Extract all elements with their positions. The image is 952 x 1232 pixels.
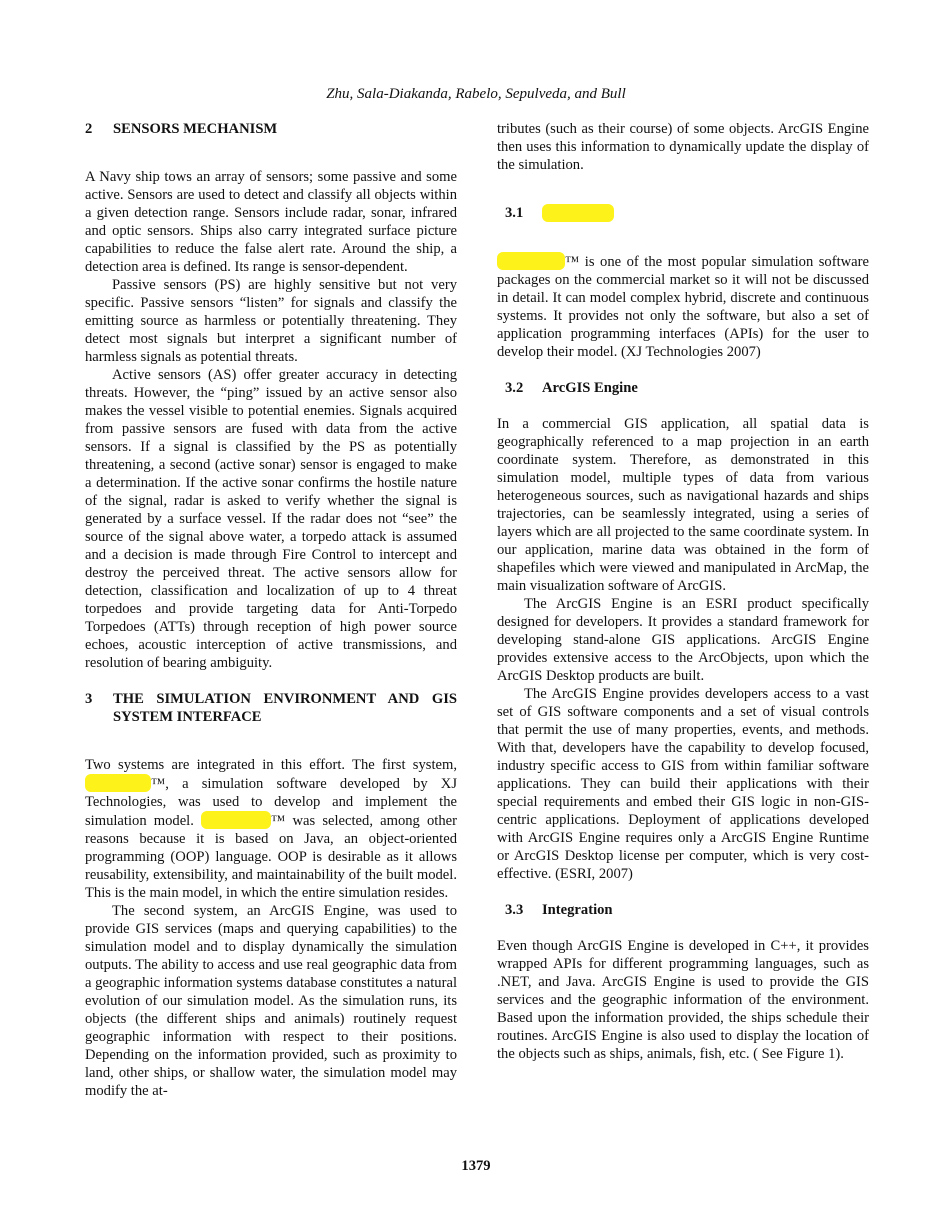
section-title: ArcGIS Engine [542, 380, 638, 396]
highlight-mark [85, 774, 151, 792]
paragraph-continued: tributes (such as their course) of some objects. ArcGIS Engine then uses this information to dynamically update the display of the simulation. [497, 121, 869, 173]
highlight-mark [201, 811, 271, 829]
section-3-1-heading [497, 204, 869, 222]
section-title: Integration [542, 902, 613, 918]
paragraph: The ArcGIS Engine provides developers access to a vast set of GIS software components and a set of visual controls that permit the use of many properties, events, and methods. With that, developers have the capability to develop focused, industry specific access to GIS from within familiar software applications. They can build their applications with their special requirements and embed their GIS logic in non-GIS-centric applications. Deployment of applications developed with ArcGIS Engine requires only a ArcGIS Engine Runtime or ArcGIS Desktop license per computer, which is very cost-effective. (ESRI, 2007) [497, 686, 869, 882]
paragraph: The second system, an ArcGIS Engine, was used to provide GIS services (maps and querying capabilities) to the simulation model and to display dynamically the simulation outputs. The ability to access and use real geographic data from a geographic information systems database constitutes a natural evolution of our simulation model. As the simulation runs, its objects (the different ships and animals) routinely request geographic information with respect to their positions. Depending on the information provided, such as proximity to land, other ships, or shallow water, the simulation model may modify the at- [85, 903, 457, 1099]
section-number: 3.2 [505, 380, 524, 396]
paragraph: Passive sensors (PS) are highly sensitive but not very specific. Passive sensors “listen” for signals and classify the emitting source as harmless or potentially threatening. They detect most signals but interpret a significant number of harmless signals as potential threats. [85, 277, 457, 365]
text-run: ™ was selected, among other reasons because it is based on Java, an object-oriented programming (OOP) language. OOP is desirable as it allows reusability, extensibility, and maintainability of the built model. This is the main model, in which the entire simulation resides. [85, 813, 457, 901]
section-3-heading [85, 690, 457, 726]
left-column [85, 120, 457, 1100]
section-title: SENSORS MECHANISM [113, 121, 278, 137]
section-3-3-heading [497, 901, 869, 919]
paragraph [85, 756, 457, 902]
section-title: THE SIMULATION ENVIRONMENT AND GIS SYSTEM INTERFACE [113, 691, 457, 725]
page-number: 1379 [461, 1158, 491, 1174]
text-run: ™, a simulation software developed by XJ Technologies, was used to develop and implement the simulation model. [85, 776, 457, 829]
paragraph: Even though ArcGIS Engine is developed in C++, it provides wrapped APIs for different programming languages, such as .NET, and Java. ArcGIS Engine is used to provide the GIS services and the geographic information of the environment. Based upon the information provided, the ships schedule their routines. ArcGIS Engine is also used to display the location of the objects such as ships, animals, fish, etc. ( See Figure 1). [497, 938, 869, 1062]
running-head: Zhu, Sala-Diakanda, Rabelo, Sepulveda, and Bull [326, 86, 626, 102]
section-number: 2 [85, 121, 93, 137]
section-number: 3.1 [505, 205, 524, 221]
section-3-2-heading [497, 379, 869, 397]
section-2-heading [85, 120, 457, 138]
highlight-mark [542, 204, 614, 222]
right-column [497, 120, 869, 1063]
paragraph: Active sensors (AS) offer greater accuracy in detecting threats. However, the “ping” issued by an active sensor also makes the vessel visible to potential enemies. Signals acquired from passive sensors are fused with data from the active sensors. If a signal is classified by the PS as potentially threatening, a second (active sonar) sensor is engaged to make a determination. If the active sonar confirms the hostile nature of the signal, radar is asked to verify whether the signal is generated by a surface vessel. If the radar does not “see” the source of the signal above water, a torpedo attack is assumed and a decision is made through Fire Control to intercept and destroy the perceived threat. The active sensors allow for detection, classification and localization of up to 4 threat torpedoes and provide targeting data for Anti-Torpedo Torpedoes (ATTs) through reception of high power source echoes, acoustic interception of active transmissions, and resolution of bearing ambiguity. [85, 367, 457, 671]
text-run: Two systems are integrated in this effort. The first system, [85, 757, 457, 773]
paragraph: The ArcGIS Engine is an ESRI product specifically designed for developers. It provides a standard framework for developing stand-alone GIS applications. ArcGIS Engine provides extensive access to the ArcObjects, upon which the ArcGIS Desktop products are built. [497, 596, 869, 684]
paragraph: In a commercial GIS application, all spatial data is geographically referenced to a map projection in an earth coordinate system. Therefore, as demonstrated in this simulation model, multiple types of data from various heterogeneous sources, such as navigational hazards and ships trajectories, can be seamlessly integrated, using a series of layers which are all projected to the same coordinate system. In our application, marine data was obtained in the form of shapefiles which were viewed and manipulated in ArcMap, the main visualization software of ArcGIS. [497, 416, 869, 594]
paragraph: A Navy ship tows an array of sensors; some passive and some active. Sensors are used to detect and classify all objects within a given detection range. Sensors include radar, sonar, infrared and optic sensors. Ships also carry integrated surface picture capabilities to reduce the false alert rate. Around the ship, a detection area is defined. Its range is sensor-dependent. [85, 169, 457, 275]
text-run: ™ is one of the most popular simulation software packages on the commercial market so it will not be discussed in detail. It can model complex hybrid, discrete and continuous systems. It provides not only the software, but also a set of application programming interfaces (APIs) for the user to develop their model. (XJ Technologies 2007) [497, 254, 869, 360]
highlight-mark [497, 252, 565, 270]
section-number: 3.3 [505, 902, 524, 918]
section-number: 3 [85, 691, 93, 707]
paragraph [497, 252, 869, 361]
